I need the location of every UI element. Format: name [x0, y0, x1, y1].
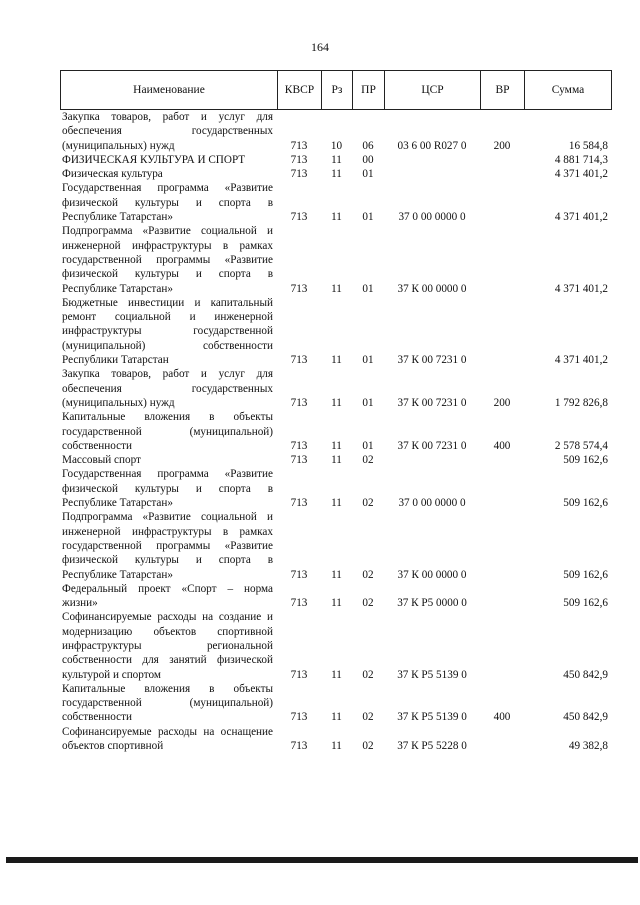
row-kvsr: 713 — [290, 497, 308, 510]
row-name: Физическая культура — [62, 168, 163, 181]
table-row — [60, 367, 612, 410]
row-pr: 02 — [362, 568, 374, 581]
row-csr: 37 К 00 7231 0 — [397, 354, 467, 367]
row-rz: 11 — [331, 740, 342, 753]
header-vr: ВР — [481, 71, 525, 109]
header-sum: Сумма — [551, 84, 585, 96]
table-row — [60, 467, 612, 510]
row-sum: 450 842,9 — [563, 668, 608, 681]
row-sum: 509 162,6 — [563, 568, 608, 581]
table-row — [60, 682, 612, 725]
row-rz: 10 — [330, 139, 343, 152]
row-name: Государственная программа «Развитие физической культуры и спорта в Республике Татарстан» — [62, 468, 273, 510]
row-pr: 01 — [362, 439, 374, 452]
row-kvsr: 713 — [290, 597, 308, 610]
header-csr: ЦСР — [385, 71, 481, 109]
row-rz: 11 — [331, 396, 342, 409]
row-pr: 02 — [362, 668, 374, 681]
row-rz: 11 — [331, 211, 342, 224]
row-kvsr: 713 — [290, 153, 308, 166]
table-row — [60, 610, 612, 681]
row-rz: 11 — [331, 354, 342, 367]
table-row — [60, 110, 612, 153]
row-csr: 37 0 00 0000 0 — [398, 211, 466, 224]
row-vr: 200 — [493, 396, 511, 409]
row-name: Закупка товаров, работ и услуг для обеспечения государственных (муниципальных) нужд — [62, 368, 273, 409]
header-name: Наименование — [61, 71, 278, 109]
row-name: Подпрограмма «Развитие социальной и инженерной инфраструктуры в рамках государственной программы «Развитие физической культуры и спорта в Республике Татарстан» — [62, 225, 273, 295]
row-rz: 11 — [331, 168, 342, 181]
row-name: Капитальные вложения в объекты государственной (муниципальной) собственности — [62, 411, 273, 452]
row-pr: 02 — [362, 597, 374, 610]
row-pr: 01 — [362, 168, 374, 181]
row-rz: 11 — [331, 439, 342, 452]
row-sum: 450 842,9 — [563, 711, 608, 724]
row-name: Закупка товаров, работ и услуг для обеспечения государственных (муниципальных) нужд — [62, 111, 273, 152]
row-kvsr: 713 — [290, 168, 308, 181]
row-kvsr: 713 — [290, 282, 308, 295]
row-kvsr: 713 — [290, 139, 308, 152]
row-rz: 11 — [331, 711, 342, 724]
row-kvsr: 713 — [290, 354, 308, 367]
row-csr: 37 К 00 7231 0 — [397, 439, 467, 452]
row-kvsr: 713 — [290, 668, 308, 681]
row-sum: 4 371 401,2 — [554, 354, 608, 367]
table-row — [60, 296, 612, 367]
row-vr: 200 — [493, 139, 511, 152]
row-sum: 4 371 401,2 — [554, 211, 608, 224]
row-kvsr: 713 — [290, 740, 308, 753]
row-vr: 400 — [493, 711, 511, 724]
row-pr: 06 — [362, 139, 374, 152]
row-name: Государственная программа «Развитие физической культуры и спорта в Республике Татарстан» — [62, 182, 273, 224]
table-row — [60, 167, 612, 181]
row-name: Федеральный проект «Спорт – норма жизни» — [62, 582, 273, 610]
header-rz: Рз — [322, 71, 353, 109]
row-csr: 37 К Р5 5228 0 — [397, 740, 467, 753]
row-name: Софинансируемые расходы на оснащение объектов спортивной — [62, 725, 273, 753]
row-pr: 02 — [362, 497, 374, 510]
row-csr: 37 0 00 0000 0 — [398, 497, 466, 510]
row-rz: 11 — [331, 568, 342, 581]
row-pr: 01 — [362, 282, 374, 295]
row-sum: 49 382,8 — [568, 740, 608, 753]
row-sum: 509 162,6 — [563, 597, 608, 610]
row-kvsr: 713 — [290, 568, 308, 581]
row-sum: 4 371 401,2 — [554, 168, 608, 181]
row-name: Бюджетные инвестиции и капитальный ремонт социальной и инженерной инфраструктуры государственной (муниципальной) собственности Республики Татарстан — [62, 296, 273, 367]
table-body — [60, 110, 612, 753]
row-pr: 00 — [362, 153, 374, 166]
row-csr: 37 К 00 0000 0 — [397, 282, 467, 295]
row-vr: 400 — [493, 439, 511, 452]
row-rz: 11 — [331, 282, 342, 295]
row-kvsr: 713 — [290, 396, 308, 409]
table-row — [60, 153, 612, 167]
row-csr: 37 К Р5 5139 0 — [397, 668, 467, 681]
row-kvsr: 713 — [290, 439, 308, 452]
table-header — [60, 70, 612, 110]
row-sum: 2 578 574,4 — [554, 439, 608, 452]
row-csr: 37 К 00 0000 0 — [397, 568, 467, 581]
row-pr: 02 — [362, 454, 374, 467]
row-sum: 16 584,8 — [568, 139, 608, 152]
row-csr: 03 6 00 R027 0 — [397, 139, 467, 152]
row-csr: 37 К Р5 0000 0 — [397, 597, 467, 610]
row-rz: 11 — [331, 497, 342, 510]
row-name: Софинансируемые расходы на создание и модернизацию объектов спортивной инфраструктуры региональной собственности для занятий физической культурой и спортом — [62, 611, 273, 681]
scan-edge-bar — [6, 857, 638, 863]
row-sum: 4 881 714,3 — [554, 153, 608, 166]
row-sum: 1 792 826,8 — [554, 396, 608, 409]
row-name: Массовый спорт — [62, 454, 141, 467]
row-kvsr: 713 — [290, 211, 308, 224]
table-row — [60, 181, 612, 224]
row-rz: 11 — [331, 597, 342, 610]
row-rz: 11 — [331, 454, 342, 467]
row-rz: 11 — [331, 153, 342, 166]
row-rz: 11 — [331, 668, 342, 681]
header-kvsr: КВСР — [278, 71, 322, 109]
row-name: ФИЗИЧЕСКАЯ КУЛЬТУРА И СПОРТ — [62, 153, 246, 166]
table-row — [60, 410, 612, 453]
row-sum: 509 162,6 — [563, 454, 608, 467]
row-csr: 37 К Р5 5139 0 — [397, 711, 467, 724]
table-row — [60, 510, 612, 581]
budget-table — [60, 70, 612, 753]
table-row — [60, 224, 612, 295]
row-pr: 01 — [362, 354, 374, 367]
row-sum: 4 371 401,2 — [554, 282, 608, 295]
table-row — [60, 453, 612, 467]
row-pr: 01 — [362, 396, 374, 409]
table-row — [60, 725, 612, 754]
table-row — [60, 582, 612, 611]
page-number: 164 — [311, 40, 329, 54]
row-kvsr: 713 — [290, 711, 308, 724]
row-pr: 01 — [362, 211, 374, 224]
row-pr: 02 — [362, 740, 374, 753]
row-kvsr: 713 — [290, 454, 308, 467]
row-sum: 509 162,6 — [563, 497, 608, 510]
row-name: Подпрограмма «Развитие социальной и инженерной инфраструктуры в рамках государственной программы «Развитие физической культуры и спорта в Республике Татарстан» — [62, 511, 273, 581]
row-name: Капитальные вложения в объекты государственной (муниципальной) собственности — [62, 682, 273, 724]
header-pr: ПР — [353, 71, 385, 109]
row-pr: 02 — [362, 711, 374, 724]
row-csr: 37 К 00 7231 0 — [397, 396, 467, 409]
